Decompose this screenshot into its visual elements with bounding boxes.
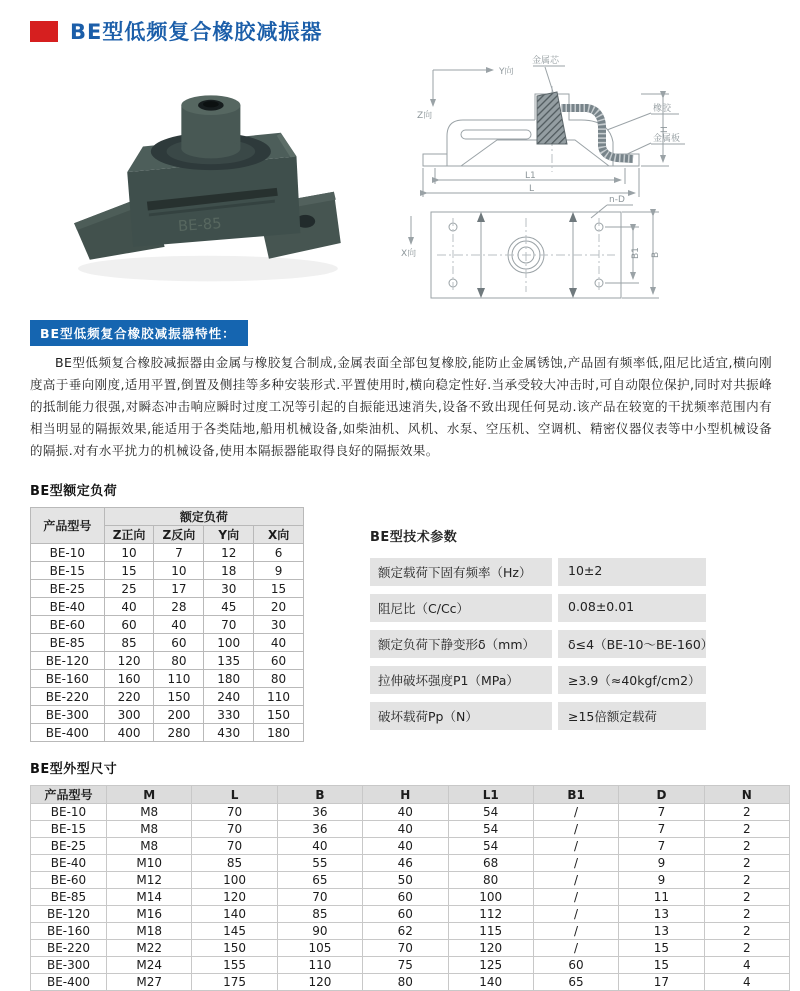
- cell: /: [533, 872, 618, 889]
- cell: 100: [192, 872, 277, 889]
- feature-paragraph: BE型低频复合橡胶减振器由金属与橡胶复合制成,金属表面全部包复橡胶,能防止金属锈蚀,产品固有频率低,阻尼比适宜,横向刚度高于垂向刚度,适用平置,倒置及侧挂等多种安装形式.平置使用时,横向稳定性好.当承受较大冲击时,可自动限位保护,同时对共振峰的抵制能力很强,对瞬态冲击响应瞬时过度工况等引起的自振能迅速消失,设备不致出现任何晃动.该产品在较宽的干扰频率范围内有相当明显的隔振效果,能适用于各类陆地,船用机械设备,如柴油机、风机、水泵、空压机、空调机、精密仪器仪表等中小型机械设备的隔振.对有水平扰力的机械设备,使用本隔振器能取得良好的隔振效果。: [30, 355, 772, 458]
- cell: 85: [277, 906, 362, 923]
- cell: BE-220: [31, 688, 105, 706]
- table-row: [31, 906, 790, 923]
- cell: /: [533, 855, 618, 872]
- cell: /: [533, 821, 618, 838]
- cell: 120: [277, 974, 362, 991]
- dimensions-title: BE型外型尺寸: [30, 762, 118, 777]
- cell: M27: [107, 974, 192, 991]
- cell: 150: [192, 940, 277, 957]
- cell: 54: [448, 838, 533, 855]
- cell: 100: [448, 889, 533, 906]
- tech-param-value: 10±2: [558, 558, 706, 586]
- table-row: [31, 580, 304, 598]
- middle-row: [30, 480, 770, 742]
- cell: 115: [448, 923, 533, 940]
- cell: 40: [154, 616, 204, 634]
- cell: BE-85: [31, 634, 105, 652]
- tech-param-row: [370, 702, 706, 730]
- column-header: L1: [448, 786, 533, 804]
- cell: 15: [619, 957, 704, 974]
- cell: BE-120: [31, 906, 107, 923]
- tech-param-label: 额定载荷下固有频率（Hz）: [370, 558, 552, 586]
- media-row: [30, 56, 770, 314]
- cell: 70: [277, 889, 362, 906]
- cell: 220: [104, 688, 154, 706]
- dim-l1-label: L1: [525, 171, 536, 181]
- table-row: [31, 923, 790, 940]
- cell: /: [533, 889, 618, 906]
- cell: 7: [619, 838, 704, 855]
- cell: BE-10: [31, 804, 107, 821]
- cell: 40: [363, 821, 448, 838]
- tech-param-label: 额定负荷下静变形δ（mm）: [370, 630, 552, 658]
- cell: 300: [104, 706, 154, 724]
- table-row: [31, 616, 304, 634]
- dim-h-label: H: [660, 126, 670, 133]
- table-row: [31, 786, 790, 804]
- cell: 105: [277, 940, 362, 957]
- cell: 65: [277, 872, 362, 889]
- cell: 15: [254, 580, 304, 598]
- cell: 60: [154, 634, 204, 652]
- page-title: BE型低频复合橡胶减振器: [70, 20, 323, 44]
- cell: M8: [107, 804, 192, 821]
- cell: 4: [704, 974, 789, 991]
- feature-badge: BE型低频复合橡胶减振器特性：: [30, 320, 248, 346]
- column-header: M: [107, 786, 192, 804]
- column-header: L: [192, 786, 277, 804]
- cell: 60: [533, 957, 618, 974]
- column-header: Z反向: [154, 526, 204, 544]
- cell: BE-40: [31, 855, 107, 872]
- table-row: [31, 838, 790, 855]
- cell: BE-60: [31, 872, 107, 889]
- table-row: [31, 957, 790, 974]
- cell: /: [533, 838, 618, 855]
- cell: BE-300: [31, 957, 107, 974]
- cell: 60: [363, 906, 448, 923]
- cell: BE-400: [31, 724, 105, 742]
- cell: 10: [154, 562, 204, 580]
- table-row: [31, 544, 304, 562]
- table-row: [31, 974, 790, 991]
- rated-load-section: [30, 480, 304, 742]
- cell: BE-10: [31, 544, 105, 562]
- table-row: [31, 670, 304, 688]
- rated-load-title: BE型额定负荷: [30, 484, 118, 499]
- cell: M10: [107, 855, 192, 872]
- cell: 70: [204, 616, 254, 634]
- cell: 28: [154, 598, 204, 616]
- column-header: X向: [254, 526, 304, 544]
- cell: 55: [277, 855, 362, 872]
- cell: 2: [704, 906, 789, 923]
- cell: 17: [154, 580, 204, 598]
- technical-drawing: [395, 52, 770, 314]
- cell: BE-25: [31, 580, 105, 598]
- cell: M16: [107, 906, 192, 923]
- cell: 15: [619, 940, 704, 957]
- tech-param-row: [370, 630, 714, 658]
- cell: 120: [448, 940, 533, 957]
- cell: 85: [104, 634, 154, 652]
- rubber-label: 橡胶: [653, 104, 672, 114]
- cell: 30: [204, 580, 254, 598]
- hole-callout-label: n-D: [609, 195, 625, 205]
- cell: 40: [254, 634, 304, 652]
- cell: M22: [107, 940, 192, 957]
- cell: 17: [619, 974, 704, 991]
- load-group-header: 额定负荷: [104, 508, 303, 526]
- cell: 180: [204, 670, 254, 688]
- column-header: N: [704, 786, 789, 804]
- cell: 7: [154, 544, 204, 562]
- cell: 100: [204, 634, 254, 652]
- cell: 7: [619, 804, 704, 821]
- table-row: [31, 562, 304, 580]
- cell: 40: [104, 598, 154, 616]
- cell: BE-220: [31, 940, 107, 957]
- model-column-header: 产品型号: [31, 508, 105, 544]
- cell: 2: [704, 923, 789, 940]
- cell: M14: [107, 889, 192, 906]
- cell: 2: [704, 855, 789, 872]
- cell: 36: [277, 821, 362, 838]
- cell: 70: [192, 821, 277, 838]
- product-photo: [30, 56, 375, 302]
- cell: BE-160: [31, 923, 107, 940]
- dim-b-label: B: [651, 251, 661, 258]
- cell: BE-120: [31, 652, 105, 670]
- cell: 54: [448, 804, 533, 821]
- cell: 85: [192, 855, 277, 872]
- cell: M8: [107, 821, 192, 838]
- cell: 175: [192, 974, 277, 991]
- table-row: [31, 652, 304, 670]
- cell: 2: [704, 940, 789, 957]
- cell: 240: [204, 688, 254, 706]
- cell: 36: [277, 804, 362, 821]
- cell: 12: [204, 544, 254, 562]
- table-row: [31, 804, 790, 821]
- cell: BE-40: [31, 598, 105, 616]
- damper-photo-illustration: [30, 56, 375, 302]
- table-row: [31, 706, 304, 724]
- cell: 40: [277, 838, 362, 855]
- cell: BE-15: [31, 821, 107, 838]
- cell: 68: [448, 855, 533, 872]
- tech-params-list: [370, 558, 714, 730]
- cell: 430: [204, 724, 254, 742]
- dimensions-section: [30, 758, 770, 991]
- tech-param-value: δ≤4（BE-10～BE-160）: [558, 630, 706, 658]
- cell: 40: [363, 838, 448, 855]
- cell: 120: [192, 889, 277, 906]
- cell: 110: [154, 670, 204, 688]
- cell: 180: [254, 724, 304, 742]
- red-square-bullet-icon: [30, 21, 58, 42]
- cell: 11: [619, 889, 704, 906]
- cell: BE-60: [31, 616, 105, 634]
- cell: 80: [363, 974, 448, 991]
- cell: 140: [448, 974, 533, 991]
- cell: BE-300: [31, 706, 105, 724]
- table-row: [31, 688, 304, 706]
- cell: M24: [107, 957, 192, 974]
- cell: 7: [619, 821, 704, 838]
- cell: M8: [107, 838, 192, 855]
- cell: 150: [254, 706, 304, 724]
- cell: 60: [254, 652, 304, 670]
- tech-param-label: 破坏载荷Pp（N）: [370, 702, 552, 730]
- cell: 62: [363, 923, 448, 940]
- cell: 90: [277, 923, 362, 940]
- cell: 75: [363, 957, 448, 974]
- cell: /: [533, 906, 618, 923]
- cell: BE-400: [31, 974, 107, 991]
- table-row: [31, 855, 790, 872]
- cell: 18: [204, 562, 254, 580]
- cell: 25: [104, 580, 154, 598]
- cell: 4: [704, 957, 789, 974]
- table-row: [31, 821, 790, 838]
- cell: 50: [363, 872, 448, 889]
- cell: 160: [104, 670, 154, 688]
- cell: /: [533, 940, 618, 957]
- cell: 60: [363, 889, 448, 906]
- page-header: [30, 16, 770, 46]
- tech-params-section: [370, 526, 714, 738]
- table-row: [31, 508, 304, 526]
- cell: 80: [448, 872, 533, 889]
- cell: 46: [363, 855, 448, 872]
- cell: /: [533, 923, 618, 940]
- column-header: Z正向: [104, 526, 154, 544]
- column-header: 产品型号: [31, 786, 107, 804]
- cell: 60: [104, 616, 154, 634]
- cell: 6: [254, 544, 304, 562]
- cell: 13: [619, 923, 704, 940]
- cell: 200: [154, 706, 204, 724]
- column-header: H: [363, 786, 448, 804]
- table-row: [31, 598, 304, 616]
- cell: 70: [192, 838, 277, 855]
- cell: M18: [107, 923, 192, 940]
- cell: BE-85: [31, 889, 107, 906]
- cell: 135: [204, 652, 254, 670]
- cell: 112: [448, 906, 533, 923]
- dimensions-table: [30, 785, 790, 991]
- metal-plate-label: 金属板: [653, 134, 681, 144]
- table-row: [31, 889, 790, 906]
- cell: 2: [704, 889, 789, 906]
- cell: BE-15: [31, 562, 105, 580]
- tech-param-value: 0.08±0.01: [558, 594, 706, 622]
- table-row: [31, 872, 790, 889]
- cell: 280: [154, 724, 204, 742]
- tech-param-label: 阻尼比（C/Cc）: [370, 594, 552, 622]
- cell: 70: [363, 940, 448, 957]
- cell: 150: [154, 688, 204, 706]
- cell: 110: [254, 688, 304, 706]
- cell: 125: [448, 957, 533, 974]
- cell: 65: [533, 974, 618, 991]
- column-header: Y向: [204, 526, 254, 544]
- tech-param-row: [370, 666, 706, 694]
- cell: 40: [363, 804, 448, 821]
- tech-param-value: ≥15倍额定载荷: [558, 702, 706, 730]
- tech-params-title: BE型技术参数: [370, 530, 458, 545]
- cell: 20: [254, 598, 304, 616]
- cell: 400: [104, 724, 154, 742]
- cell: 145: [192, 923, 277, 940]
- cell: 2: [704, 821, 789, 838]
- z-axis-label: Z向: [417, 111, 433, 121]
- cell: 2: [704, 838, 789, 855]
- cell: 9: [619, 855, 704, 872]
- cell: 45: [204, 598, 254, 616]
- cell: 10: [104, 544, 154, 562]
- table-row: [31, 724, 304, 742]
- cell: 9: [254, 562, 304, 580]
- cell: 80: [154, 652, 204, 670]
- feature-section: [30, 320, 770, 462]
- column-header: B: [277, 786, 362, 804]
- dim-b1-label: B1: [631, 247, 641, 259]
- tech-param-row: [370, 558, 706, 586]
- dimension-drawing: [395, 52, 770, 314]
- cell: 13: [619, 906, 704, 923]
- cell: 330: [204, 706, 254, 724]
- table-row: [31, 634, 304, 652]
- cell: 140: [192, 906, 277, 923]
- column-header: B1: [533, 786, 618, 804]
- cell: 15: [104, 562, 154, 580]
- tech-param-value: ≥3.9（≈40kgf/cm2）: [558, 666, 706, 694]
- rated-load-table: [30, 507, 304, 742]
- cell: 110: [277, 957, 362, 974]
- cell: 54: [448, 821, 533, 838]
- cell: BE-25: [31, 838, 107, 855]
- x-axis-label: X向: [401, 249, 417, 259]
- cell: 80: [254, 670, 304, 688]
- cell: M12: [107, 872, 192, 889]
- tech-param-row: [370, 594, 706, 622]
- photo-emboss-text: BE-85: [177, 215, 223, 236]
- cell: 120: [104, 652, 154, 670]
- cell: 70: [192, 804, 277, 821]
- cell: 155: [192, 957, 277, 974]
- table-row: [31, 940, 790, 957]
- column-header: D: [619, 786, 704, 804]
- cell: 2: [704, 804, 789, 821]
- cell: 30: [254, 616, 304, 634]
- cell: 9: [619, 872, 704, 889]
- dim-l-label: L: [529, 184, 535, 194]
- cell: 2: [704, 872, 789, 889]
- tech-param-label: 拉伸破坏强度P1（MPa）: [370, 666, 552, 694]
- cell: BE-160: [31, 670, 105, 688]
- y-axis-label: Y向: [499, 67, 514, 77]
- metal-core-label: 金属芯: [532, 56, 560, 66]
- cell: /: [533, 804, 618, 821]
